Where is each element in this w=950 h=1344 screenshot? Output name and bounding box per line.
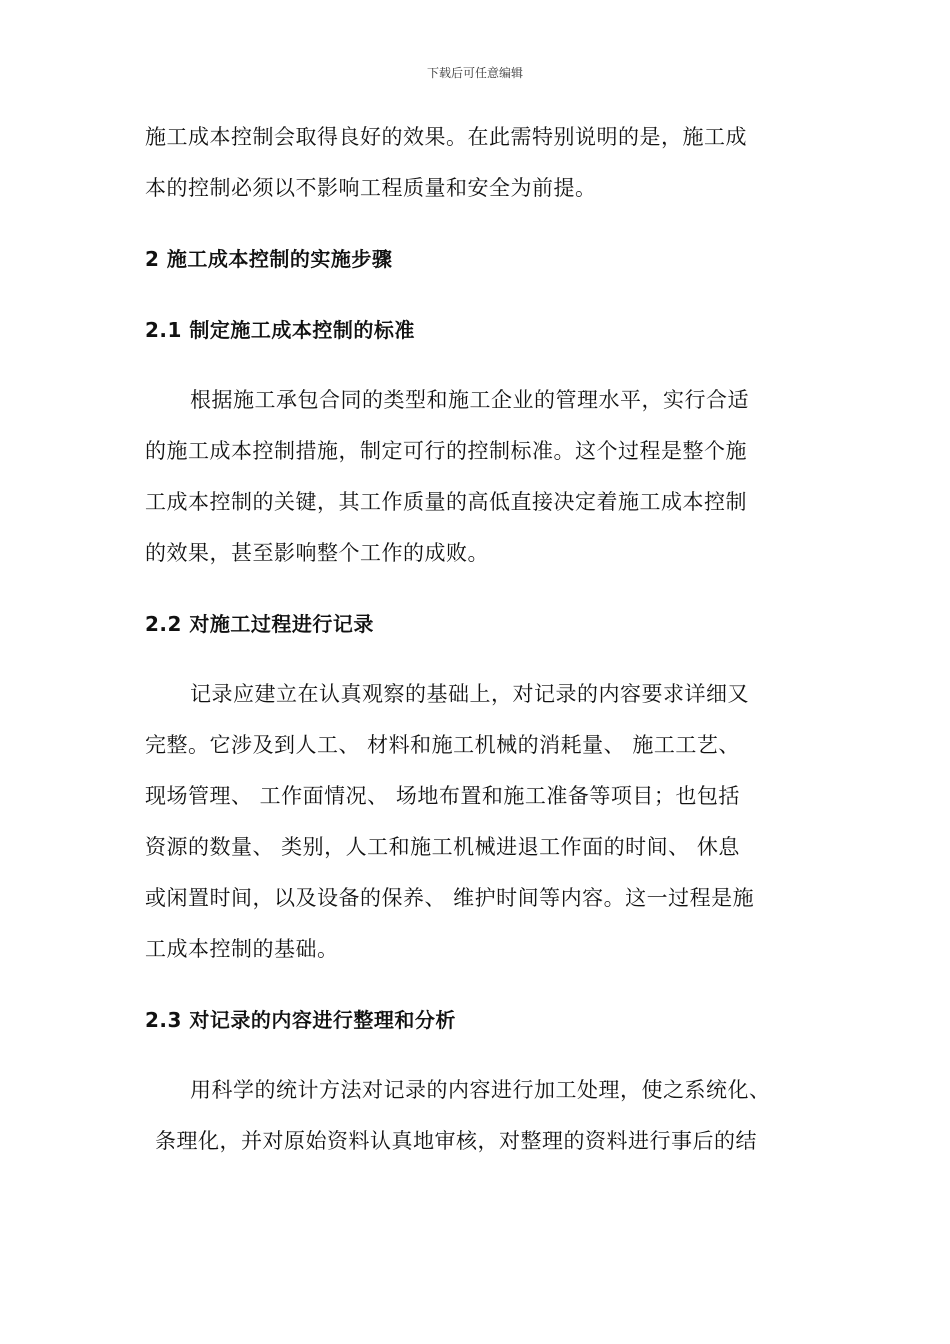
section-heading-2-3: 2.3 对记录的内容进行整理和分析	[145, 1008, 456, 1032]
paragraph-line: 工成本控制的关键，其工作质量的高低直接决定着施工成本控制	[145, 490, 747, 514]
section-2-2-paragraph	[145, 669, 807, 975]
paragraph-line: 本的控制必须以不影响工程质量和安全为前提。	[145, 176, 597, 200]
section-2-1-paragraph	[145, 375, 807, 579]
paragraph-line: 完整。它涉及到人工、 材料和施工机械的消耗量、 施工工艺、	[145, 733, 740, 757]
document-body	[145, 112, 807, 1167]
intro-paragraph	[145, 112, 807, 214]
paragraph-line: 根据施工承包合同的类型和施工企业的管理水平，实行合适	[190, 388, 749, 412]
paragraph-line: 条理化，并对原始资料认真地审核，对整理的资料进行事后的结	[155, 1129, 757, 1153]
paragraph-line: 的施工成本控制措施，制定可行的控制标准。这个过程是整个施	[145, 439, 747, 463]
section-heading-2: 2 施工成本控制的实施步骤	[145, 247, 393, 271]
section-heading-2-1: 2.1 制定施工成本控制的标准	[145, 318, 415, 342]
paragraph-line: 的效果，甚至影响整个工作的成败。	[145, 541, 489, 565]
section-heading-2-2: 2.2 对施工过程进行记录	[145, 612, 374, 636]
paragraph-line: 记录应建立在认真观察的基础上，对记录的内容要求详细又	[190, 682, 749, 706]
page-header-note: 下载后可任意编辑	[426, 66, 523, 80]
paragraph-line: 或闲置时间，以及设备的保养、 维护时间等内容。这一过程是施	[145, 886, 755, 910]
paragraph-line: 现场管理、 工作面情况、 场地布置和施工准备等项目；也包括	[145, 784, 740, 808]
paragraph-line: 资源的数量、 类别，人工和施工机械进退工作面的时间、 休息	[145, 835, 740, 859]
section-2-3-paragraph	[145, 1065, 807, 1167]
paragraph-line: 用科学的统计方法对记录的内容进行加工处理，使之系统化、	[190, 1078, 771, 1102]
paragraph-line: 施工成本控制会取得良好的效果。在此需特别说明的是，施工成	[145, 125, 747, 149]
paragraph-line: 工成本控制的基础。	[145, 937, 339, 961]
